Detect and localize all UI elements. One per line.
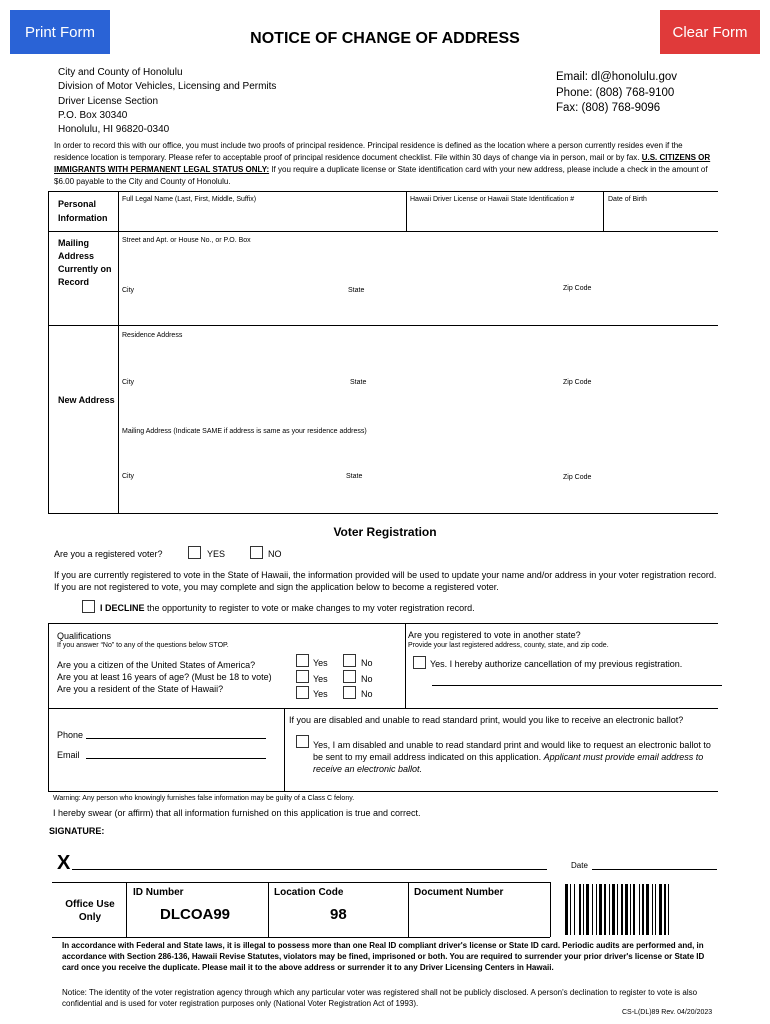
barcode-bar: [621, 884, 623, 935]
org-line: City and County of Honolulu: [58, 67, 183, 78]
street-input[interactable]: [120, 248, 715, 278]
barcode-bar: [574, 884, 575, 935]
voter-table-divider: [284, 708, 285, 791]
table-border-top: [48, 191, 718, 192]
registered-no-checkbox[interactable]: [250, 546, 263, 559]
office-divider: [550, 882, 551, 937]
form-title: NOTICE OF CHANGE OF ADDRESS: [250, 30, 520, 47]
barcode-bar: [596, 884, 597, 935]
barcode-bar: [604, 884, 606, 935]
row-divider: [48, 231, 718, 232]
barcode-bar: [592, 884, 593, 935]
contact-phone: Phone: (808) 768-9100: [556, 86, 675, 99]
barcode-bar: [612, 884, 615, 935]
barcode-bar: [659, 884, 662, 935]
org-line: Driver License Section: [58, 95, 159, 107]
signature-x: X: [57, 852, 71, 874]
barcode-bar: [625, 884, 628, 935]
city-state-zip-input[interactable]: [120, 297, 715, 323]
registered-voter-question: Are you a registered voter?: [54, 549, 163, 559]
office-table-bottom: [52, 937, 550, 938]
qualifications-label: Qualifications: [57, 631, 112, 641]
barcode-bar: [639, 884, 640, 935]
mailing-current-label: Mailing Address Currently on Record: [58, 238, 112, 287]
barcode-bar: [565, 884, 568, 935]
cell-divider: [603, 191, 604, 231]
id-number-value: DLCOA99: [160, 906, 231, 923]
yes-label: YES: [207, 549, 226, 559]
electronic-ballot-text: [313, 739, 718, 775]
intro-paragraph: [54, 140, 716, 188]
date-input[interactable]: [592, 869, 717, 870]
barcode-bar: [652, 884, 653, 935]
no-label: No: [361, 674, 373, 684]
no-label: NO: [268, 549, 282, 559]
full-name-label: Full Legal Name (Last, First, Middle, Suffix): [122, 196, 257, 203]
residence-city-input[interactable]: [120, 389, 715, 421]
new-address-label: New Address: [58, 395, 115, 405]
voter-heading: Voter Registration: [333, 525, 437, 539]
office-use-label: Office Use Only: [65, 899, 115, 923]
signature-label: SIGNATURE:: [49, 826, 105, 836]
location-code-value: 98: [330, 906, 347, 923]
new-mailing-input[interactable]: [120, 438, 715, 466]
state-label: State: [348, 287, 365, 294]
yes-label: Yes: [313, 658, 328, 668]
voter-table-left: [48, 623, 49, 791]
dob-label: Date of Birth: [608, 196, 647, 203]
electronic-ballot-checkbox[interactable]: [296, 735, 309, 748]
state-label: State: [350, 379, 367, 386]
swear-text: I hereby swear (or affirm) that all information furnished on this application is true and correct.: [53, 808, 421, 818]
office-divider: [268, 882, 269, 937]
no-label: No: [361, 689, 373, 699]
org-address: [58, 66, 276, 137]
intro-text: In order to record this with our office, you must include two proofs of principal residence. Principal residence is defined as the location where a person currently resides even if the residence location is temporary. Please refer to acceptable proof of principal residence document checklist. File within 30 days of change via in person, mail or by fax.: [54, 141, 683, 162]
id-number-label: ID Number: [133, 887, 184, 898]
resident-question: Are you a resident of the State of Hawaii?: [57, 684, 224, 694]
form-code: CS-L(DL)89 Rev. 04/20/2023: [622, 1009, 713, 1016]
cancel-auth-checkbox[interactable]: [413, 656, 426, 669]
office-divider: [408, 882, 409, 937]
date-label: Date: [571, 861, 588, 870]
age-yes-checkbox[interactable]: [296, 670, 309, 683]
new-mailing-city-input[interactable]: [120, 483, 715, 511]
print-form-button[interactable]: Print Form: [10, 10, 110, 54]
decline-rest: the opportunity to register to vote or make changes to my voter registration record.: [144, 603, 475, 613]
intro-emphasis: U.S. CITIZENS OR IMMIGRANTS WITH PERMANENT LEGAL STATUS ONLY:: [54, 153, 711, 174]
voter-table-bottom: [48, 791, 718, 792]
voter-table-top: [48, 623, 718, 624]
email-input[interactable]: [86, 758, 266, 759]
electronic-ballot-note: Applicant must provide email address to receive an electronic ballot.: [313, 752, 704, 774]
age-no-checkbox[interactable]: [343, 670, 356, 683]
org-line: Honolulu, HI 96820-0340: [58, 124, 170, 136]
barcode-bar: [617, 884, 618, 935]
barcode-bar: [655, 884, 656, 935]
table-border-left: [48, 191, 49, 513]
zip-label: Zip Code: [563, 379, 592, 386]
personal-info-label: Personal Information: [58, 199, 108, 223]
barcode-bar: [599, 884, 602, 935]
voter-table-row-divider: [48, 708, 718, 709]
document-number-label: Document Number: [414, 887, 504, 898]
contact-info: [556, 70, 677, 117]
contact-fax: Fax: (808) 768-9096: [556, 102, 661, 114]
clear-form-button[interactable]: Clear Form: [660, 10, 760, 54]
office-divider: [126, 882, 127, 937]
citizen-yes-checkbox[interactable]: [296, 654, 309, 667]
state-label: State: [346, 473, 363, 480]
resident-no-checkbox[interactable]: [343, 686, 356, 699]
barcode-bar: [583, 884, 584, 935]
barcode-bar: [633, 884, 635, 935]
phone-input[interactable]: [86, 738, 266, 739]
previous-registration-line[interactable]: [432, 685, 722, 686]
citizen-no-checkbox[interactable]: [343, 654, 356, 667]
registered-yes-checkbox[interactable]: [188, 546, 201, 559]
city-label: City: [122, 379, 135, 386]
org-line: Division of Motor Vehicles, Licensing and Permits: [58, 81, 277, 93]
no-label: No: [361, 658, 373, 668]
voter-table-divider: [405, 623, 406, 708]
residence-input[interactable]: [120, 342, 715, 374]
barcode-bar: [579, 884, 581, 935]
row-divider: [48, 325, 718, 326]
table-divider: [118, 191, 119, 513]
electronic-ballot-answer: Yes, I am disabled and unable to read standard print and would like to request an electronic ballot to be sent to my email address indicated on this application.: [313, 740, 711, 762]
barcode-image: [565, 884, 717, 935]
yes-label: Yes: [313, 689, 328, 699]
location-code-label: Location Code: [274, 887, 344, 898]
decline-bold: I DECLINE: [100, 603, 145, 613]
residence-label: Residence Address: [122, 332, 183, 339]
intro-text-2: If you require a duplicate license or State identification card with your new address, please include a check in the amount of $6.00 payable to the City and County of Honolulu.: [54, 165, 708, 186]
mailing-label: Mailing Address (Indicate SAME if address is same as your residence address): [122, 428, 367, 435]
zip-label: Zip Code: [563, 285, 592, 292]
org-line: P.O. Box 30340: [58, 109, 128, 121]
barcode-bar: [668, 884, 669, 935]
barcode-bar: [609, 884, 610, 935]
age-question: Are you at least 16 years of age? (Must be 18 to vote): [57, 672, 272, 682]
qualifications-note: If you answer “No” to any of the questions below STOP.: [57, 642, 229, 649]
email-label: Email: [57, 750, 80, 760]
other-state-question: Are you registered to vote in another state?: [408, 630, 581, 640]
decline-text: [100, 603, 475, 613]
license-id-label: Hawaii Driver License or Hawaii State Identification #: [410, 196, 575, 203]
barcode-bar: [630, 884, 631, 935]
decline-checkbox[interactable]: [82, 600, 95, 613]
resident-yes-checkbox[interactable]: [296, 686, 309, 699]
phone-label: Phone: [57, 730, 84, 740]
warning-text: Warning: Any person who knowingly furnishes false information may be guilty of a Class C felony.: [53, 795, 355, 802]
other-state-note: Provide your last registered address, county, state, and zip code.: [408, 642, 609, 649]
street-label: Street and Apt. or House No., or P.O. Box: [122, 237, 251, 244]
barcode-bar: [642, 884, 644, 935]
voter-info-text: If you are currently registered to vote in the State of Hawaii, the information provided will be used to update your name and/or address in your voter registration record. If you are not registered to vote, you may complete and sign the application below to become a registered voter.: [54, 570, 717, 592]
cancel-auth-label: Yes. I hereby authorize cancellation of my previous registration.: [430, 659, 683, 669]
city-label: City: [122, 287, 135, 294]
full-name-input[interactable]: [120, 205, 404, 229]
barcode-bar: [664, 884, 666, 935]
notice-text: Notice: The identity of the voter registration agency through which any particular voter was registered shall not be publicly disclosed. A person's declination to register to vote is also confidential and is used for voter registration purposes only (National Voter Registration Act of 1993).: [62, 988, 698, 1008]
barcode-bar: [586, 884, 589, 935]
barcode-bar: [570, 884, 571, 935]
yes-label: Yes: [313, 674, 328, 684]
legal-text: In accordance with Federal and State laws, it is illegal to possess more than one Real ID compliant driver's license or State ID card. Periodic audits are performed and, in accordance with Section 286-136, Hawaii Revise Statutes, violators may be fined, imprisoned or both. You are required to surrender your prior driver's license or State ID card once you receive the duplicate. Please mail it to the above address or surrender it to any Driver Licensing Centers in Hawaii.: [62, 941, 705, 972]
city-label: City: [122, 473, 135, 480]
table-border-bottom: [48, 513, 718, 514]
cell-divider: [406, 191, 407, 231]
barcode-bar: [646, 884, 649, 935]
signature-line[interactable]: [72, 869, 547, 870]
dob-input[interactable]: [605, 205, 715, 229]
zip-label: Zip Code: [563, 474, 592, 481]
disabled-question: If you are disabled and unable to read standard print, would you like to receive an electronic ballot?: [289, 715, 684, 725]
contact-email: Email: dl@honolulu.gov: [556, 71, 677, 83]
citizen-question: Are you a citizen of the United States of America?: [57, 660, 256, 670]
license-id-input[interactable]: [408, 205, 601, 229]
